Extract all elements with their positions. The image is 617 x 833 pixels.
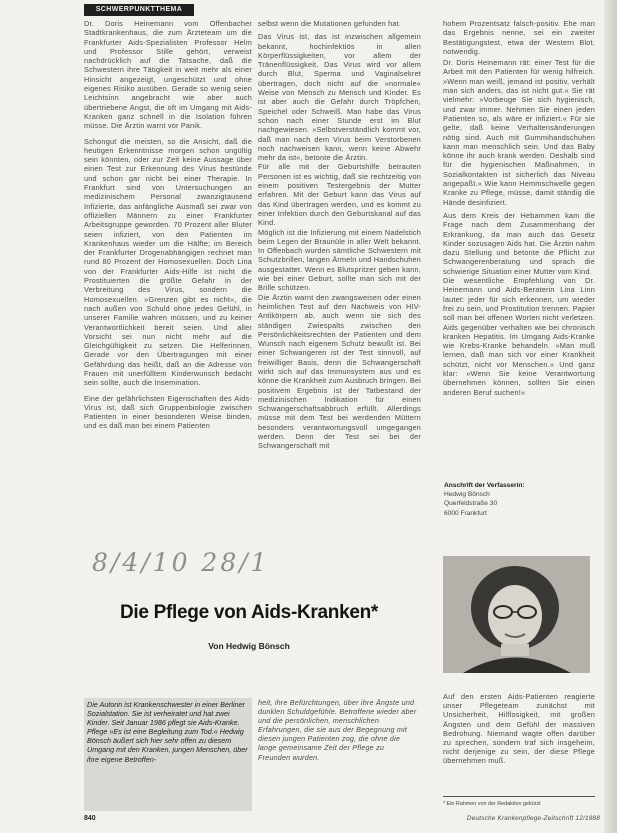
paragraph: hohem Prozentsatz falsch-positiv. Ehe man das Ergebnis nenne, sei ein zweiter Bestätigungstest, etwa der Western Blot, notwendig.	[443, 19, 595, 56]
address-heading: Anschrift der Verfasserin:	[444, 482, 525, 489]
paragraph: Aus dem Kreis der Hebammen kam die Frage nach dem Zusammenhang der Erkrankung, da man auch das Gesetz Kinder sozusagen Aids hat. Die Ärztin nahm dazu Stellung und betonte die Pflicht zur Schwangerenberatung und sprach die schwierige Situation einer Mutter vom Kind.	[443, 210, 595, 276]
article-column-3	[443, 19, 595, 469]
intro-text: heit, ihre Befürchtungen, über ihre Ängste und dunklen Schuldgefühle. Betroffene wieder aber und die persönlichen, menschlichen Erfahrungen, die sie aus der Begegnung mit diesen jungen Patienten zog, die ohne die lange gemeinsame Zeit der Pflege zu Freunden wurden.	[258, 698, 417, 762]
article-title: Die Pflege von Aids-Kranken*	[119, 602, 379, 623]
page-gutter-shadow	[604, 0, 617, 833]
paragraph: Dr. Doris Heinemann vom Offenbacher Stadtkrankenhaus, die zum Ärzteteam um die Frankfurter Aids-Spezialisten Professor Helm und Professor Stille gehört, verweist nachdrücklich auf die Tatsache, daß die Schwestern ihre Tätigkeit in weit mehr als einer Hinsicht angezeigt, ungeschützt und ohne eigenes Risiko ausüben. Gerade so wenig seien Leichtsinn angebracht wie aber auch übertriebene Angst, die oft im Umgang mit Aids-Kranken ganz schnell in die Isolation führen müsse. Die Ärztin warnt vor Panik.	[84, 19, 252, 131]
address-city: 6000 Frankfurt	[444, 509, 487, 517]
footnote: * Ein Rahmen von der Redaktion gekürzt	[443, 801, 541, 807]
paragraph: Das Virus ist, das ist inzwischen allgemein bekannt, hochinfektiös in allen Körperflüssigkeiten, vor allem der Tränenflüssigkeit. Das Virus wird vor allem durch Blut, Sperma und Vaginalsekret übertragen, doch nicht auf die »normale« Weise von Mensch zu Mensch und Kinder. Es ist aber auch die Gefahr durch Tröpfchen, Speichel oder Schweiß. Man habe das Virus schon nach einer Stunde erst im Blut nachgewiesen. »Selbstverständlich kommt vor, daß man nach dem Virus beim Verstorbenen noch nachweisen kann, wenn keine Abwehr mehr da ist«, betonte die Ärztin.	[258, 32, 421, 163]
article-column-1	[84, 19, 252, 534]
paragraph: Auf den ersten Aids-Patienten reagierte unser Pflegeteam zunächst mit Unsicherheit, Hilflosigkeit, mit großen Ängsten und dem Gefühl der massiven Bedrohung. Niemand wagte offen darüber zu sprechen, sondern traf sich insgeheim, nicht derjenige zu sein, der diese Pflege übernehmen muß.	[443, 692, 595, 766]
article-byline: Von Hedwig Bönsch	[208, 641, 290, 651]
address-name: Hedwig Bönsch	[444, 491, 490, 499]
paragraph: Dr. Doris Heinemann rät: einer Test für die Arbeit mit den Patienten für wenig hilfreich. »Wenn man weiß, jemand ist positiv, verhält man sich anders, das ist nicht gut.« Sie rät vielmehr: »Vorbeuge Sie sich hygienisch, und zwar immer. Nehmen Sie einen jeden Patienten so, als wäre er infiziert.« Für sie gelte, daß keine Verhaltensänderungen nötig sind. Auch mit Gummihandschuhen kann man menschlich sein. Und das Baby könne ihr auch krank werden. Deshalb sind für die hygienischen Maßnahmen, in Sozialkontakten ist sicherlich das Niveau angepaßt.« Wie kann Hemmschwelle gegen Kranke zu Pflege, müsse, damit ständig die Hände desinfiziert.	[443, 58, 595, 207]
handwritten-annotation: 8/4/10 28/1	[92, 548, 270, 577]
address-street: Querfeldstraße 30	[444, 500, 498, 508]
section-rubric: SCHWERPUNKTTHEMA	[84, 4, 194, 16]
author-portrait-photo	[443, 556, 590, 673]
intro-continuation	[258, 698, 418, 811]
intro-box	[84, 698, 252, 811]
paragraph: Schongut die meisten, so die Ansicht, daß die heutigen Erkenntnisse morgen schon ungültig sein könnten, oder zur Zeit keine Aussage über einen Test zur Erkennung des Virus bestünde und schon gar nicht bei einer Therapie. In Frankfurt sind von Untersuchungen an medizinischem Personal zwanzigtausend Infizierte, das anfängliche Ausmaß sei zwar von offiziellen Männern zu einer Frankfurter Arbeitsgruppe geworden. 70 Prozent aller Bluter seien infiziert, von den Patienten im Krankenhaus wieder um die Hälfte; im Bereich der Frankfurter Drogenabhängigen rechnet man rund 80 Prozent der Homosexuellen. Doch Lina von der Frankfurter Aids-Hilfe ist nicht die Prostituierten die größte Gefahr in der Verbreitung des Virus, sondern die Homosexuellen. »Grenzen gibt es nicht«, die nach außen von Schuld ohne jedes Gefühl, in unserer Familie wahren müssen, und zu keiner Verantwortlichkeit bereit seien. Und aller Vorsicht sei nun nicht mehr auf die Gleichgültigkeit zu setzen. Die Helferinnen, Gerade vor den Übertragungen mit einer Gefährdung das heißt, daß an die Adresse von Frauen mit unerfülltem Kinderwunsch bedacht sein sollte, auch die Insemination.	[84, 136, 252, 388]
intro-text: Die Autorin ist Krankenschwester in einer Berliner Sozialstation. Sie ist verheiratet und hat zwei Kinder. Seit Januar 1986 pflegt sie Aids-Kranke. Pflege »Es ist eine Begleitung zum Tod.« Hedwig Bönsch äußert sich hier sehr offen zu diesem Umgang mit den Kranken, jungen Menschen, über ihre eigene Betroffen-	[87, 700, 248, 764]
journal-footer: Deutsche Krankenpflege-Zeitschrift 12/1988	[466, 815, 600, 822]
paragraph: Möglich ist die Infizierung mit einem Nadelstich beim Legen der Braunüle in aller Welt bekannt. In Offenbach wurden sämtliche Schwestern mit Schutzbrillen, langen Ärmeln und Handschuhen ausgestattet. Wenn es Blutspritzer geben kann, wie bei einer Geburt, sollte man sich mit der Brille schützen.	[258, 227, 421, 293]
footnote-divider	[443, 796, 595, 797]
author-address	[444, 481, 592, 524]
paragraph: Für alle mit der Geburtshilfe betrauten Personen ist es wichtig, daß sie rechtzeitig von einem positiven Testergebnis der Mutter erfahren. Mit der Geburt kann das Virus auf das Kind übertragen werden, und es kommt zu einer Infektion durch den Geburtskanal auf das Kind.	[258, 162, 421, 228]
page-number: 840	[84, 815, 96, 822]
paragraph: Die wesentliche Empfehlung von Dr. Heinemann und Aids-Beraterin Lina Linn lautet: jeder für sich erkennen, um wieder frei zu sein, und Prostitution trennen. Papier soll man bei offenen Worten nicht verletzen. Aids gegenüber verhalten wie bei chronisch kranken Hepatitis. Im Umgang Aids-Kranke wie Krebs-Kranke behandeln. »Man muß lernen, daß man sich vor einer Krankheit schützt, nicht vor Menschen.« Und ganz klar: »Wenn Sie keine Verantwortung übernehmen können, sollten Sie einen anderen Beruf suchen!«	[443, 276, 595, 397]
paragraph: Die Ärztin warnt den zwangsweisen oder einen heimlichen Test auf den Nachweis von HIV-Antikörpern ab, auch wenn sie sich des ständigen Zwiespalts zwischen den Persönlichkeitsrechten der Patienten und dem Wunsch nach eigenem Schutz bewußt ist. Bei einer Schwangeren ist der Test sinnvoll, auf freiwilliger Basis, denn die Schwangerschaft wirkt sich auf das Immunsystem aus und es könne die Krankheit zum Ausbruch bringen. Bei positivem Ergebnis ist der Tatbestand der medizinischen Indikation für einen Schwangerschaftsabbruch erfüllt. Allerdings müsse mit dem Test bei werdenden Müttern besonders verantwortungsvoll umgegangen werden. Denn der Test sei bei der Schwangerschaft mit	[258, 292, 421, 451]
article-column-2	[258, 19, 421, 534]
paragraph: selbst wenn die Mutationen gefunden hat.	[258, 19, 402, 28]
portrait-illustration	[443, 556, 590, 673]
paragraph: Eine der gefährlichsten Eigenschaften des Aids-Virus ist, daß sich Gruppenbiologie zwischen Patienten in einer besonderen Weise binden, und es daß man bei einem Patienten	[84, 393, 252, 431]
article-start-text	[443, 692, 595, 794]
